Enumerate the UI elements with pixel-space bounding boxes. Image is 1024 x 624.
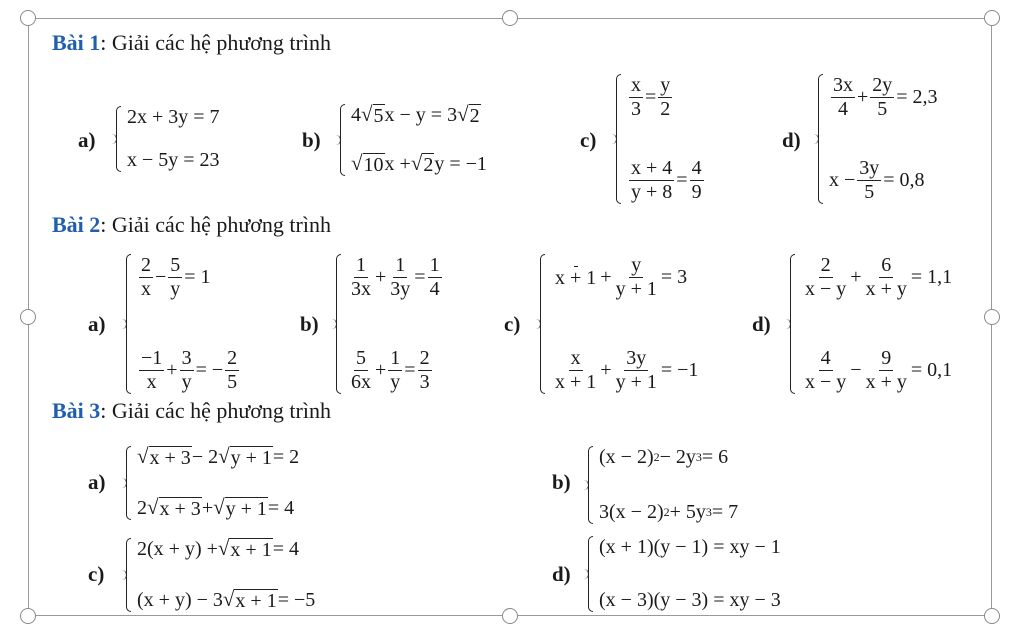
system-2d (786, 254, 952, 394)
brace-icon (612, 74, 621, 204)
equation: (x + y) − 3 √ x + 1 = −5 (137, 587, 316, 612)
system-1a (112, 106, 220, 172)
resize-handle-middle-left[interactable] (20, 309, 36, 325)
equation: $\frac{x}{3}$ = $\frac{y}{2}$ (631, 74, 671, 120)
equation: √ x + 3 − 2 √ y + 1 = 2 (137, 444, 300, 469)
item-label-3b: b) (552, 470, 571, 494)
brace-icon (122, 254, 131, 394)
item-label-1d: d) (782, 128, 801, 152)
sqrt-icon: √ x + 3 (137, 444, 191, 469)
brace-icon (112, 106, 121, 172)
exercise-2-heading (52, 212, 331, 238)
item-label-2d: d) (752, 312, 771, 336)
equation: $\frac{-1}{x}$ + $\frac{3}{y}$ = − $\frac{2}{5}$ (141, 347, 238, 393)
system-3d (584, 536, 781, 612)
system-1c (612, 74, 706, 204)
sqrt-icon: √ 5 (361, 102, 384, 127)
system-1d (814, 74, 938, 204)
item-label-3a: a) (88, 470, 106, 494)
exercise-title: : Giải các hệ phương trình (100, 30, 331, 55)
equation: 2 √ x + 3 + √ y + 1 = 4 (137, 495, 295, 520)
item-label-2b: b) (300, 312, 319, 336)
brace-icon (536, 254, 545, 394)
brace-icon (122, 446, 131, 520)
equation: $\frac{2}{x}$ − $\frac{5}{y}$ = 1 (141, 254, 211, 300)
equation: x − $\frac{3y}{5}$ = 0,8 (829, 157, 925, 203)
equation: √ 10 x + √ 2 y = −1 (351, 151, 487, 176)
equation: $\frac{1}{3x}$ + $\frac{1}{3y}$ = $\frac{1}{4}$ (351, 254, 440, 300)
sqrt-icon: √ 2 (410, 151, 434, 176)
exercise-number: Bài 3 (52, 398, 101, 423)
sqrt-icon: √ x + 1 (222, 587, 277, 612)
equation: 3(x − 2) 2 + 5y 3 = 7 (599, 501, 739, 523)
system-3c (122, 538, 315, 612)
exercise-3-heading (52, 398, 331, 424)
equation: (x − 3)(y − 3) = xy − 3 (599, 589, 781, 611)
exercise-title: : Giải các hệ phương trình (100, 398, 331, 423)
sqrt-icon: √ 2 (457, 102, 480, 127)
equation: 4 √ 5 x − y = 3 √ 2 (351, 102, 480, 127)
brace-icon (336, 104, 345, 176)
resize-handle-middle-right[interactable] (984, 309, 1000, 325)
sqrt-icon: √ x + 3 (147, 495, 201, 520)
equation: 2x + 3y = 7 (127, 106, 220, 128)
brace-icon (786, 254, 795, 394)
system-2a (122, 254, 241, 394)
exercise-title: : Giải các hệ phương trình (100, 212, 331, 237)
equation: $\frac{x + 4}{y + 8}$ = $\frac{4}{9}$ (631, 157, 702, 203)
resize-handle-top-left[interactable] (20, 10, 36, 26)
brace-icon (584, 446, 593, 524)
equation: $\frac{x}{x + 1}$ + $\frac{3y}{y + 1}$ = −1 (555, 347, 699, 393)
item-label-2a: a) (88, 312, 106, 336)
brace-icon (332, 254, 341, 394)
exercise-1-heading (52, 30, 331, 56)
resize-handle-top-center[interactable] (502, 10, 518, 26)
system-3a (122, 446, 299, 520)
equation: $\frac{5}{6x}$ + $\frac{1}{y}$ = $\frac{2}{3}$ (351, 347, 430, 393)
sqrt-icon: √ 10 (351, 151, 384, 176)
equation: x + 1 + $\frac{y}{y + 1}$ = 3 (555, 254, 688, 300)
item-label-2c: c) (504, 312, 521, 336)
sqrt-icon: √ y + 1 (213, 495, 267, 520)
system-3b (584, 446, 738, 524)
exercise-number: Bài 2 (52, 212, 101, 237)
exercise-number: Bài 1 (52, 30, 101, 55)
equation: $\frac{2}{x - y}$ + $\frac{6}{x + y}$ = 1,1 (805, 254, 953, 300)
item-label-3d: d) (552, 562, 571, 586)
equation: $\frac{3x}{4}$ + $\frac{2y}{5}$ = 2,3 (833, 74, 938, 120)
item-label-3c: c) (88, 562, 105, 586)
sqrt-icon: √ y + 1 (218, 444, 272, 469)
brace-icon (814, 74, 823, 204)
system-2b (332, 254, 444, 394)
equation: 2(x + y) + √ x + 1 = 4 (137, 536, 299, 561)
resize-handle-top-right[interactable] (984, 10, 1000, 26)
equation: $\frac{4}{x - y}$ − $\frac{9}{x + y}$ = 0,1 (805, 347, 953, 393)
equation: (x − 2) 2 − 2y 3 = 6 (599, 446, 729, 468)
resize-handle-bottom-center[interactable] (502, 608, 518, 624)
equation: x − 5y = 23 (127, 149, 220, 171)
equation: (x + 1)(y − 1) = xy − 1 (599, 536, 781, 558)
system-1b (336, 104, 487, 176)
system-2c (536, 254, 698, 394)
item-label-1a: a) (78, 128, 96, 152)
brace-icon (584, 536, 593, 612)
resize-handle-bottom-right[interactable] (984, 608, 1000, 624)
resize-handle-bottom-left[interactable] (20, 608, 36, 624)
item-label-1b: b) (302, 128, 321, 152)
brace-icon (122, 538, 131, 612)
item-label-1c: c) (580, 128, 597, 152)
sqrt-icon: √ x + 1 (217, 536, 272, 561)
